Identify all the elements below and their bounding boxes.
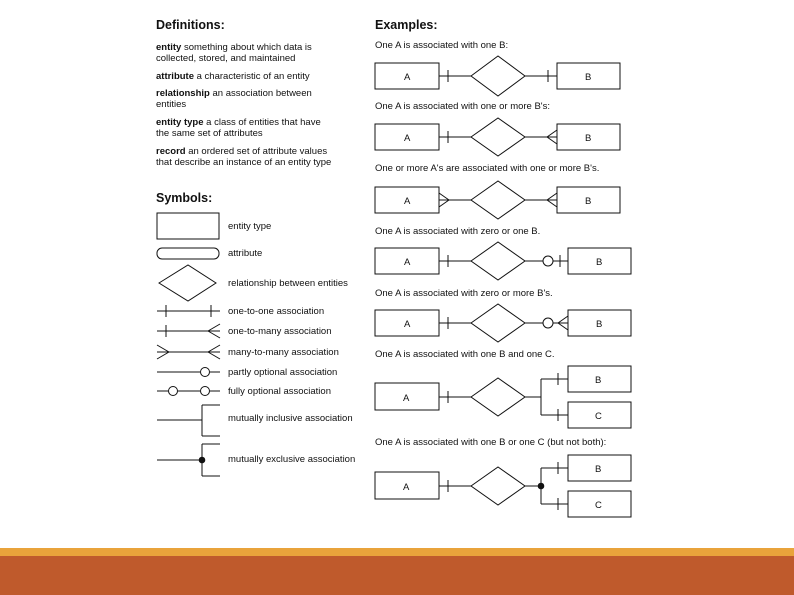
- definition-text: entities: [156, 99, 187, 110]
- definition-term: entity: [156, 42, 182, 53]
- symbol-many-to-many-line: [157, 345, 220, 359]
- entity-label-c: C: [595, 500, 602, 511]
- definition-term: relationship: [156, 88, 210, 99]
- example-caption-1: One A is associated with one B:: [375, 40, 509, 51]
- example-7-diagram: [375, 455, 631, 517]
- definition-text: an association between: [209, 88, 312, 99]
- entity-label-b: B: [595, 464, 602, 475]
- definition-text: something about which data is: [181, 42, 312, 53]
- relationship-diamond: [471, 181, 525, 219]
- definition-text: the same set of attributes: [156, 128, 263, 139]
- example-caption-6: One A is associated with one B and one C.: [375, 349, 555, 360]
- definition-term: attribute: [156, 71, 194, 82]
- example-4-diagram: [375, 242, 631, 280]
- symbol-relationship-diamond: [159, 265, 216, 301]
- entity-label-b: B: [596, 319, 603, 330]
- footer-band: [0, 556, 794, 595]
- entity-label-b: B: [585, 133, 592, 144]
- symbol-mutually-inclusive: [157, 405, 220, 436]
- entity-label-a: A: [404, 257, 411, 268]
- definition-text: an ordered set of attribute values: [185, 146, 328, 157]
- examples-heading: Examples:: [375, 18, 438, 32]
- entity-label-b: B: [585, 196, 592, 207]
- definition-text: that describe an instance of an entity type: [156, 157, 332, 168]
- entity-label-a: A: [404, 133, 411, 144]
- symbol-label-entity-type: entity type: [228, 221, 272, 232]
- symbol-entity-type-rectangle: [157, 213, 219, 239]
- symbol-label-fully-optional: fully optional association: [228, 386, 331, 397]
- definition-term: record: [156, 146, 186, 157]
- relationship-diamond: [471, 242, 525, 280]
- example-caption-7: One A is associated with one B or one C (but not both):: [375, 437, 607, 448]
- entity-label-c: C: [595, 411, 602, 422]
- relationship-diamond: [471, 467, 525, 505]
- example-caption-4: One A is associated with zero or one B.: [375, 226, 541, 237]
- example-caption-2: One A is associated with one or more B's:: [375, 101, 551, 112]
- entity-label-a: A: [404, 319, 411, 330]
- entity-label-b: B: [596, 257, 603, 268]
- relationship-diamond: [471, 304, 525, 342]
- entity-label-b: B: [585, 72, 592, 83]
- definitions-heading: Definitions:: [156, 18, 225, 32]
- example-caption-3: One or more A's are associated with one or more B's.: [375, 163, 600, 174]
- entity-label-a: A: [404, 196, 411, 207]
- symbols-heading: Symbols:: [156, 191, 213, 205]
- symbol-label-one-to-many: one-to-many association: [228, 326, 332, 337]
- example-5-diagram: [375, 304, 631, 342]
- definition-text: a characteristic of an entity: [194, 71, 310, 82]
- symbol-one-to-one-line: [157, 305, 220, 317]
- symbol-label-attribute: attribute: [228, 248, 263, 259]
- symbol-mutually-exclusive: [157, 444, 220, 476]
- example-caption-5: One A is associated with zero or more B's.: [375, 288, 553, 299]
- symbol-label-mutually-inclusive: mutually inclusive association: [228, 413, 353, 424]
- entity-label-b: B: [595, 375, 602, 386]
- entity-label-a: A: [403, 482, 410, 493]
- symbol-attribute-ellipse: [157, 248, 219, 259]
- definition-text: collected, stored, and maintained: [156, 53, 296, 64]
- example-2-diagram: [375, 118, 620, 156]
- example-3-diagram: [375, 181, 620, 219]
- symbol-label-many-to-many: many-to-many association: [228, 347, 339, 358]
- symbol-label-partly-optional: partly optional association: [228, 367, 338, 378]
- symbol-label-relationship: relationship between entities: [228, 278, 348, 289]
- relationship-diamond: [471, 56, 525, 96]
- definition-term: entity type: [156, 117, 204, 128]
- entity-label-a: A: [403, 393, 410, 404]
- example-1-diagram: [375, 56, 620, 96]
- symbol-partly-optional-line: [157, 368, 220, 377]
- entity-label-a: A: [404, 72, 411, 83]
- relationship-diamond: [471, 378, 525, 416]
- footer-accent-stripe: [0, 548, 794, 556]
- definition-text: a class of entities that have: [203, 117, 321, 128]
- symbol-fully-optional-line: [157, 387, 220, 396]
- example-6-diagram: [375, 366, 631, 428]
- symbol-label-one-to-one: one-to-one association: [228, 306, 325, 317]
- relationship-diamond: [471, 118, 525, 156]
- symbol-label-mutually-exclusive: mutually exclusive association: [228, 454, 356, 465]
- symbol-one-to-many-line: [157, 324, 220, 338]
